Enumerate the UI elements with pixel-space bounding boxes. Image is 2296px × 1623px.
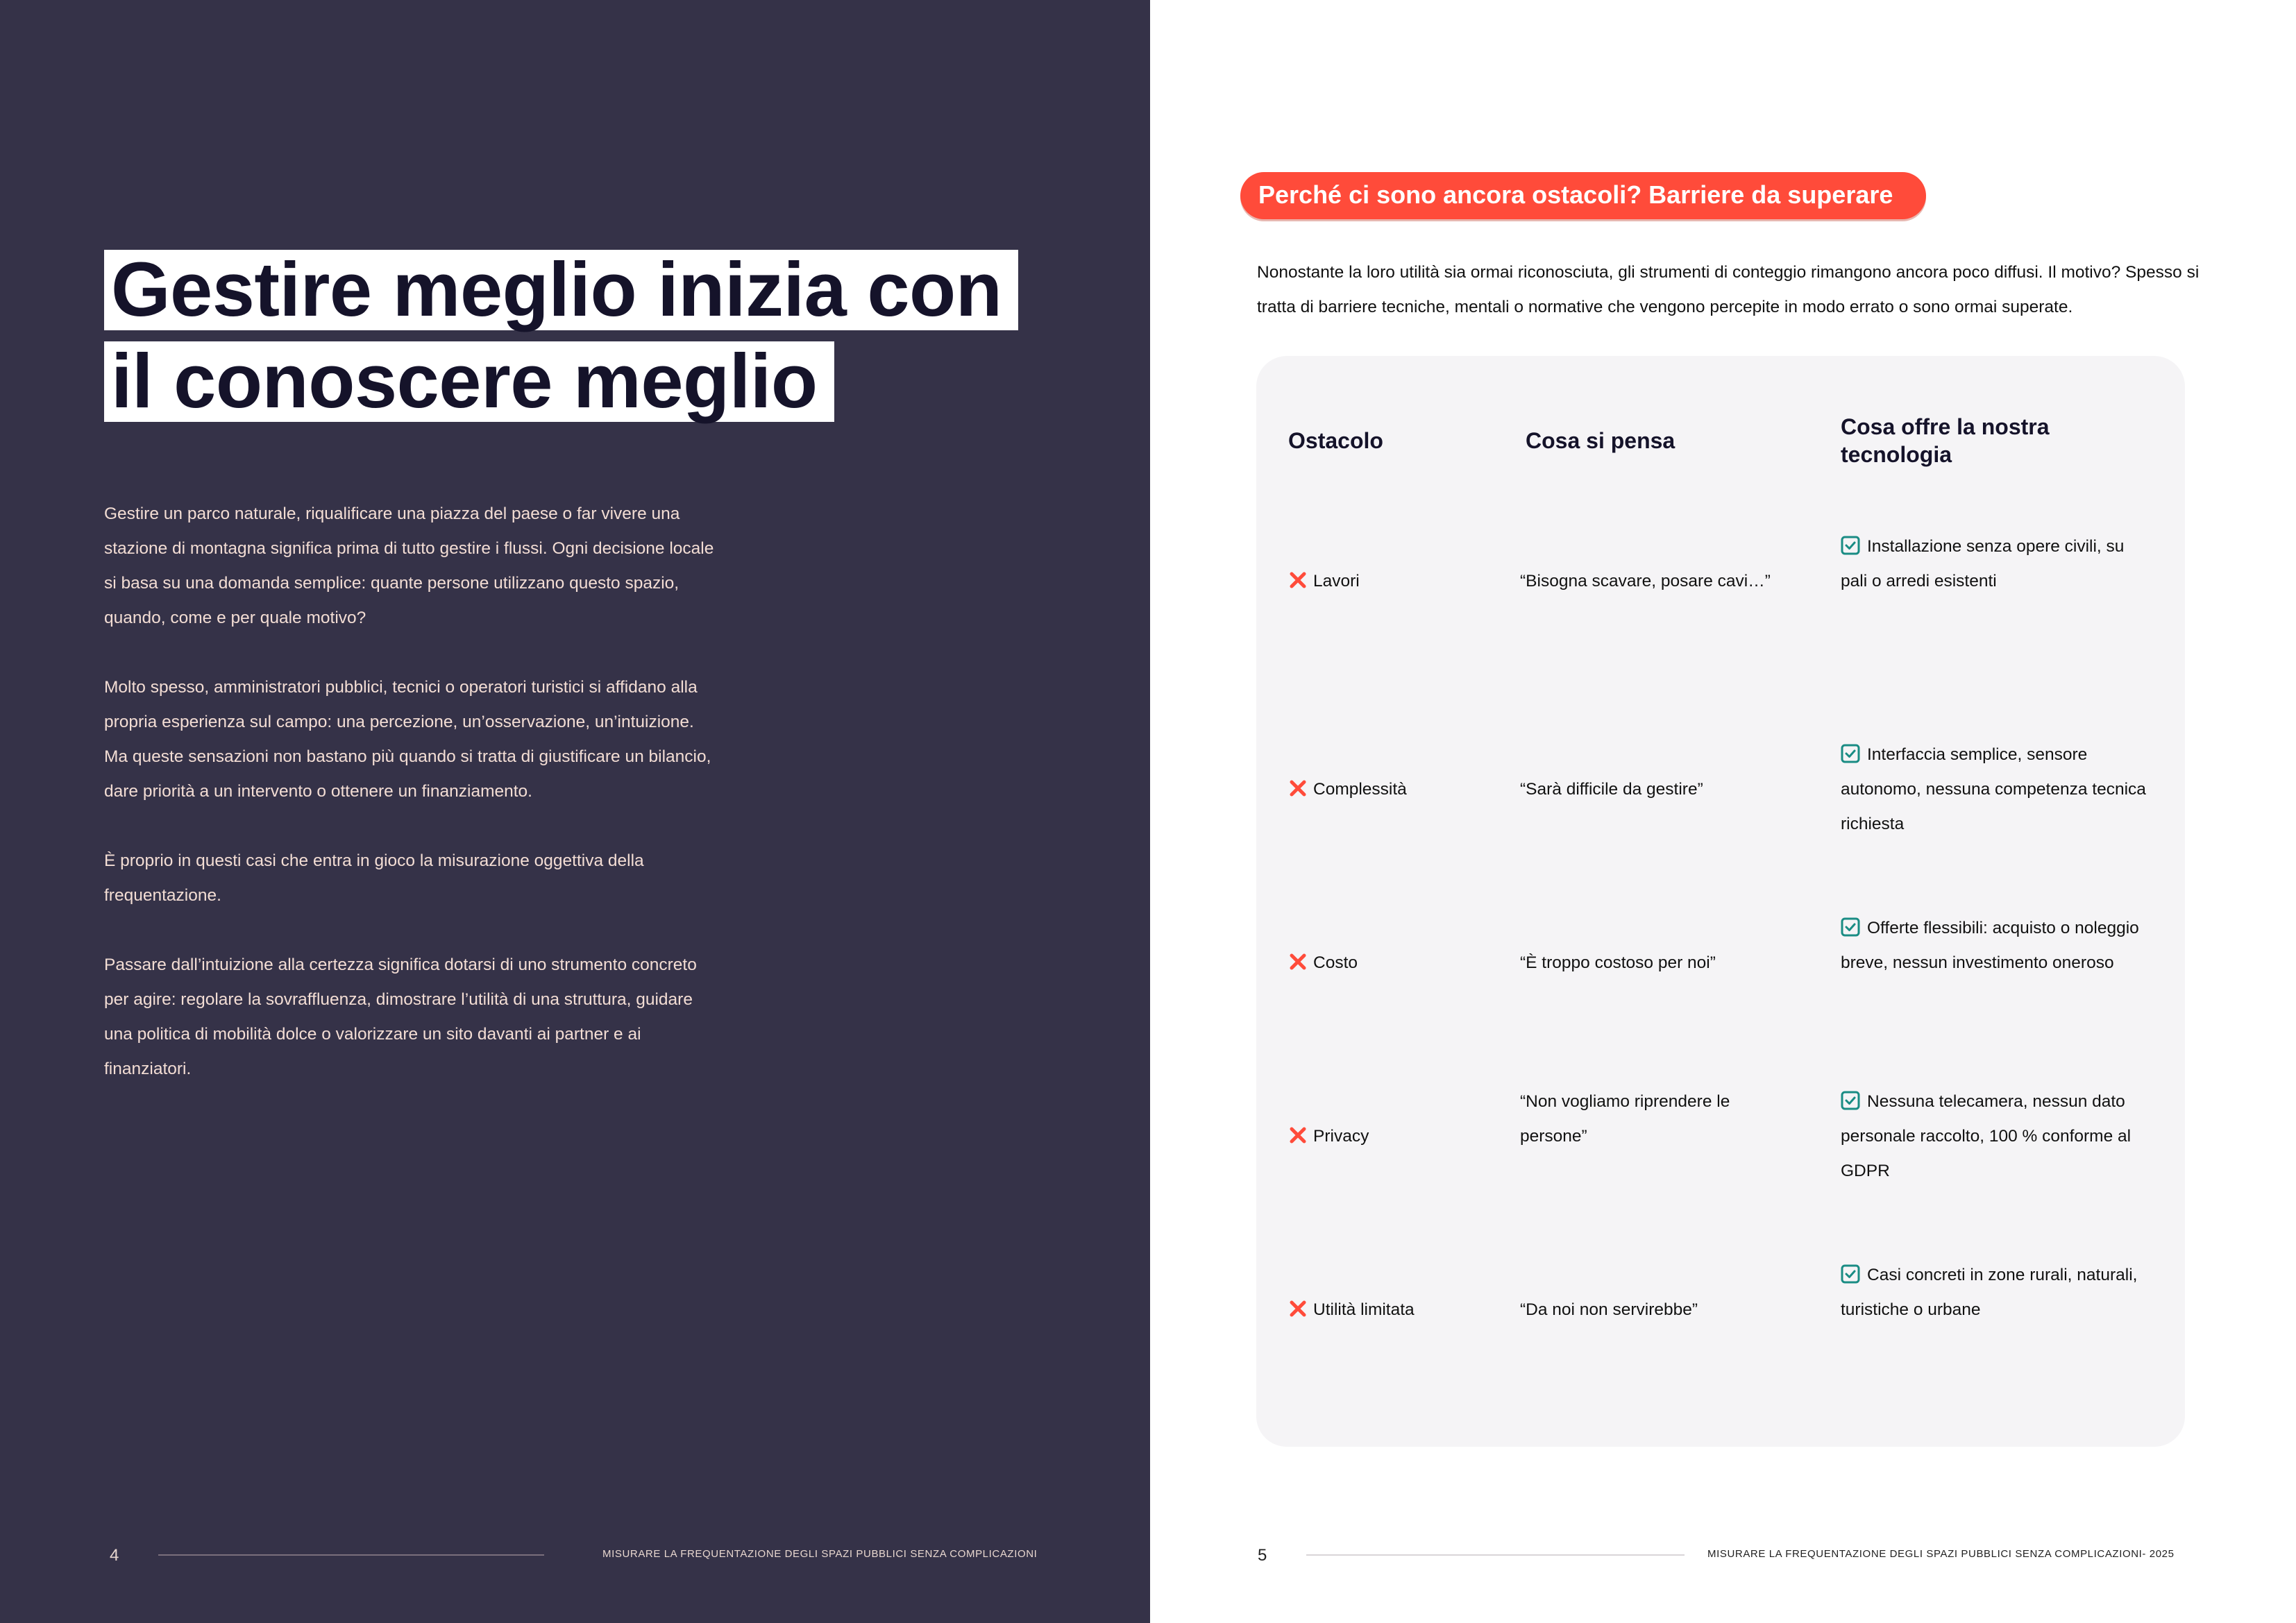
body-text	[104, 497, 715, 1121]
page-number: 5	[1258, 1546, 1267, 1565]
obstacle-cell	[1288, 1119, 1369, 1154]
footer-divider	[1306, 1554, 1685, 1556]
offer-text: Interfaccia semplice, sensore autonomo, nessuna competenza tecnica richiesta	[1841, 745, 2146, 833]
checkbox-check-icon	[1841, 536, 1860, 555]
paragraph: È proprio in questi casi che entra in gioco la misurazione oggettiva della frequentazione.	[104, 851, 644, 905]
column-header-thought: Cosa si pensa	[1526, 428, 1675, 453]
obstacle-label: Complessità	[1313, 780, 1407, 799]
obstacle-cell	[1288, 946, 1358, 980]
obstacle-label: Lavori	[1313, 572, 1360, 590]
page-number: 4	[110, 1546, 119, 1565]
offer-cell	[1841, 1085, 2146, 1189]
title-line-2: il conoscere meglio	[104, 341, 834, 422]
obstacle-label: Privacy	[1313, 1127, 1369, 1146]
right-page	[1150, 0, 2296, 1623]
x-mark-icon	[1288, 570, 1308, 590]
offer-cell	[1841, 738, 2146, 842]
paragraph: Passare dall’intuizione alla certezza significa dotarsi di uno strumento concreto per agire: regolare la sovraffluenza, dimostrare l’utilità di una struttura, guidare una politica di mobilità dolce o valorizzare un sito davanti ai partner e ai finanziatori.	[104, 955, 697, 1078]
x-mark-icon	[1288, 1299, 1308, 1318]
offer-cell	[1841, 1258, 2146, 1327]
footer-divider	[158, 1554, 544, 1556]
thought-cell: “È troppo costoso per noi”	[1520, 953, 1716, 972]
paragraph: Molto spesso, amministratori pubblici, tecnici o operatori turistici si affidano alla propria esperienza sul campo: una percezione, un’osservazione, un’intuizione. Ma queste sensazioni non bastano più quando si tratta di giustificare un bilancio, dare priorità a un intervento o ottenere un finanziamento.	[104, 678, 711, 801]
offer-text: Offerte flessibili: acquisto o noleggio breve, nessun investimento oneroso	[1841, 919, 2139, 972]
checkbox-check-icon	[1841, 744, 1860, 763]
footer-title: MISURARE LA FREQUENTAZIONE DEGLI SPAZI PUBBLICI SENZA COMPLICAZIONI	[602, 1548, 1038, 1560]
obstacle-label: Utilità limitata	[1313, 1300, 1415, 1319]
checkbox-check-icon	[1841, 1091, 1860, 1110]
title-line-1: Gestire meglio inizia con	[104, 250, 1018, 330]
intro-text: Nonostante la loro utilità sia ormai riconosciuta, gli strumenti di conteggio rimangono ancora poco diffusi. Il motivo? Spesso si tratta di barriere tecniche, mentali o normative che vengono percepite in modo errato o sono ormai superate.	[1257, 263, 2200, 316]
offer-text: Installazione senza opere civili, su pali o arredi esistenti	[1841, 537, 2125, 590]
paragraph: Gestire un parco naturale, riqualificare una piazza del paese o far vivere una stazione di montagna significa prima di tutto gestire i flussi. Ogni decisione locale si basa su una domanda semplice: quante persone utilizzano questo spazio, quando, come e per quale motivo?	[104, 504, 714, 627]
thought-cell: “Sarà difficile da gestire”	[1520, 780, 1703, 799]
thought-cell: “Da noi non servirebbe”	[1520, 1300, 1698, 1319]
obstacle-label: Costo	[1313, 953, 1358, 972]
footer-title: MISURARE LA FREQUENTAZIONE DEGLI SPAZI PUBBLICI SENZA COMPLICAZIONI- 2025	[1707, 1548, 2175, 1560]
page-title	[104, 247, 1018, 424]
x-mark-icon	[1288, 779, 1308, 798]
obstacle-cell	[1288, 1293, 1415, 1327]
offer-text: Casi concreti in zone rurali, naturali, turistiche o urbane	[1841, 1266, 2138, 1319]
thought-cell: “Non vogliamo riprendere le persone”	[1520, 1092, 1730, 1146]
obstacle-cell	[1288, 564, 1360, 599]
checkbox-check-icon	[1841, 917, 1860, 937]
offer-cell	[1841, 529, 2146, 599]
column-header-obstacle: Ostacolo	[1288, 428, 1383, 453]
offer-cell	[1841, 911, 2146, 980]
thought-cell: “Bisogna scavare, posare cavi…”	[1520, 572, 1771, 590]
offer-text: Nessuna telecamera, nessun dato personale raccolto, 100 % conforme al GDPR	[1841, 1092, 2132, 1180]
x-mark-icon	[1288, 952, 1308, 971]
x-mark-icon	[1288, 1125, 1308, 1145]
checkbox-check-icon	[1841, 1264, 1860, 1284]
obstacles-table	[1256, 356, 2185, 1447]
section-heading-pill: Perché ci sono ancora ostacoli? Barriere da superare	[1240, 172, 1926, 219]
column-header-offer: Cosa offre la nostra tecnologia	[1841, 414, 2050, 467]
obstacle-cell	[1288, 772, 1407, 807]
